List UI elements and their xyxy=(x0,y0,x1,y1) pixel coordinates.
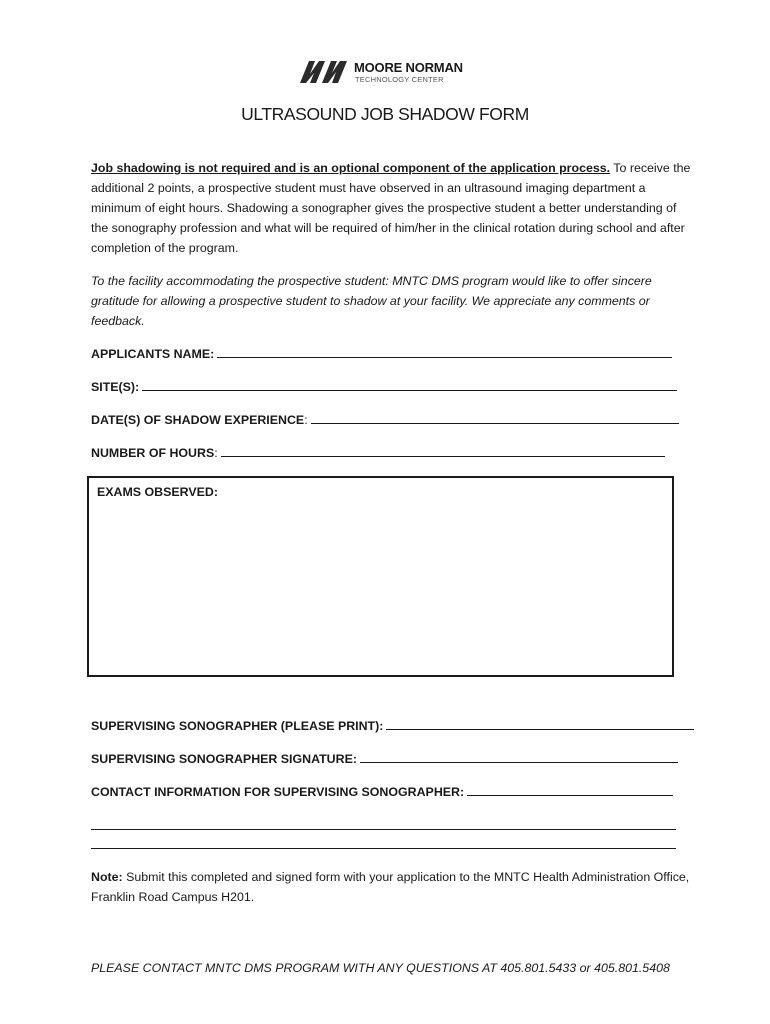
supervisor-print-row xyxy=(91,718,694,733)
applicant-name-input[interactable] xyxy=(217,346,672,358)
thanks-paragraph: To the facility accommodating the prospective student: MNTC DMS program would like to offer sincere gratitude for allowing a prospective student to shadow at your facility. We appreciate any comments or feedback. xyxy=(91,274,652,328)
sites-label: SITE(S): xyxy=(91,380,140,394)
exams-observed-box[interactable] xyxy=(87,476,674,677)
intro-text: To receive the additional 2 points, a prospective student must have observed in an ultrasound imaging department a minimum of eight hours. Shadowing a sonographer gives the prospective student a better understanding of the sonography profession and what will be required of him/her in the clinical rotation during school and after completion of the program. xyxy=(91,161,691,255)
contact-footer: PLEASE CONTACT MNTC DMS PROGRAM WITH ANY QUESTIONS AT 405.801.5433 or 405.801.5408 xyxy=(91,961,670,975)
mn-logo-icon xyxy=(300,61,348,83)
dates-label: DATE(S) OF SHADOW EXPERIENCE xyxy=(91,413,305,427)
supervisor-signature-row xyxy=(91,751,678,766)
exams-observed-label: EXAMS OBSERVED: xyxy=(97,485,218,499)
form-title: ULTRASOUND JOB SHADOW FORM xyxy=(241,104,529,124)
supervisor-signature-label: SUPERVISING SONOGRAPHER SIGNATURE: xyxy=(91,752,357,766)
contact-extra-line-1[interactable] xyxy=(91,829,676,830)
supervisor-print-input[interactable] xyxy=(386,718,694,730)
applicant-name-label: APPLICANTS NAME: xyxy=(91,347,215,361)
hours-row: NUMBER OF HOURS: xyxy=(91,445,665,460)
applicant-name-row xyxy=(91,346,672,361)
contact-label: CONTACT INFORMATION FOR SUPERVISING SONOGRAPHER: xyxy=(91,785,465,799)
dates-row: DATE(S) OF SHADOW EXPERIENCE: xyxy=(91,412,679,427)
contact-input[interactable] xyxy=(467,784,673,796)
contact-extra-line-2[interactable] xyxy=(91,848,676,849)
intro-paragraph xyxy=(91,158,691,258)
dates-input[interactable] xyxy=(311,412,679,424)
hours-label: NUMBER OF HOURS xyxy=(91,446,215,460)
sites-input[interactable] xyxy=(142,379,677,391)
intro-emphasis: Job shadowing is not required and is an optional component of the application process. xyxy=(91,161,611,175)
contact-row xyxy=(91,784,673,799)
note-text: Submit this completed and signed form with your application to the MNTC Health Administration Office, Franklin Road Campus H201. xyxy=(91,870,690,904)
note-label: Note: xyxy=(91,870,123,884)
hours-input[interactable] xyxy=(221,445,665,457)
note-paragraph xyxy=(91,867,691,907)
supervisor-print-label: SUPERVISING SONOGRAPHER (PLEASE PRINT): xyxy=(91,719,384,733)
logo-subtitle: TECHNOLOGY CENTER xyxy=(355,75,444,84)
logo-name: MOORE NORMAN xyxy=(354,60,463,75)
supervisor-signature-input[interactable] xyxy=(360,751,678,763)
sites-row xyxy=(91,379,677,394)
